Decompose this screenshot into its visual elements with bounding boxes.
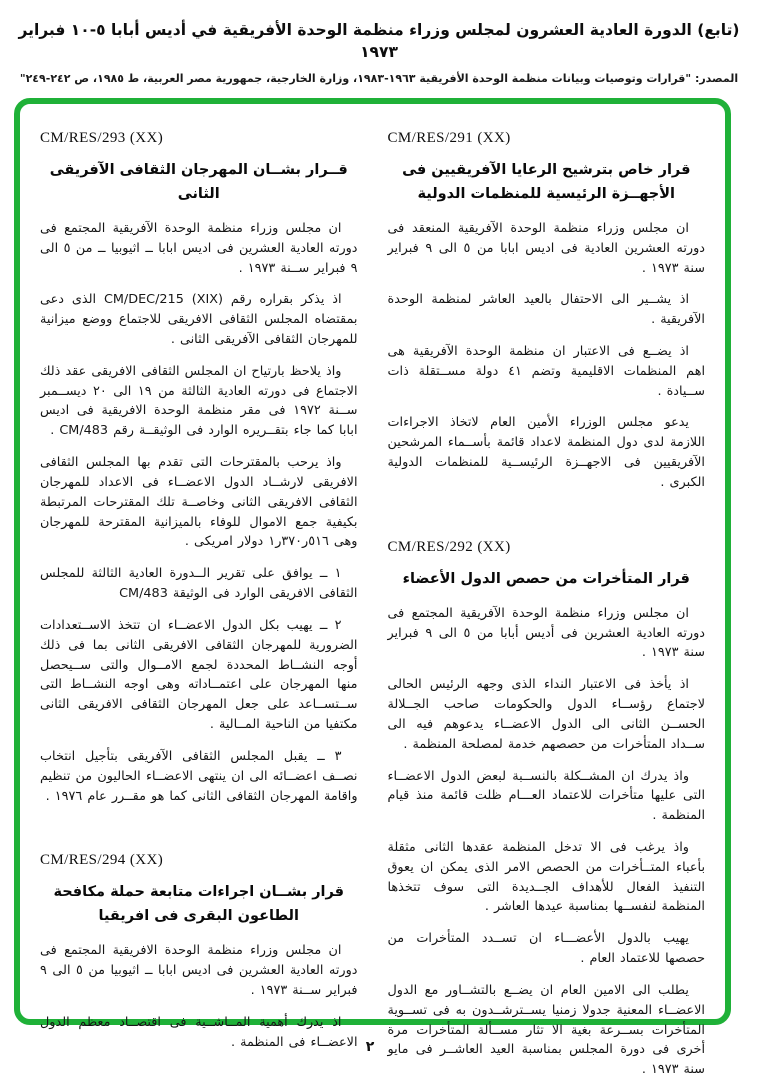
resolution-paragraph: واذ يلاحظ بارتياح ان المجلس الثقافى الافريقى عقد ذلك الاجتماع فى دورته العادية الثالثة من ١٩ الى ٢٠ ديســمبر ســنة ١٩٧٢ فى مقر منظمة الوحدة الافريقية فى اديس ابابا كما جاء بتقــريره الوارد فى الوثيقــة رقم CM/483 . [40, 363, 358, 439]
content-frame [14, 98, 731, 1078]
resolution-numbered-item: ١ ــ يوافق على تقرير الــدورة العادية الثالثة للمجلس الثقافى الافريقى الوارد فى الوثيقة CM/483 [40, 566, 358, 602]
resolution-paragraph: واذ يرحب بالمقترحات التى تقدم بها المجلس الثقافى الافريقى لارشــاد الدول الاعضــاء فى الاعداد للمهرجان الثقافى الافريقى الثانى وخاصــة تلك المقترحات المرتبطة بكيفية جمع الاموال للوفاء بالميزانية المقترحة للمهرجان وهى ٥١٦ر٣٧٠ر١ دولار امريكى . [40, 455, 358, 550]
resolution-title: قرار المتأخرات من حصص الدول الأعضاء [402, 570, 690, 587]
page-footer [0, 1036, 740, 1055]
session-title: (تابع) الدورة العادية العشرون لمجلس وزراء منظمة الوحدة الأفريقية في أديس أبابا ٥-١٠ فبراير ١٩٧٣ [18, 21, 740, 61]
resolution-title: قرار بشــان اجراءات متابعة حملة مكافحة الطاعون البقرى فى افريقيا [53, 884, 345, 925]
resolution-paragraph: يدعو مجلس الوزراء الأمين العام لاتخاذ الاجراءات اللازمة لدى دول المنظمة لاعداد قائمة بأســماء المرشحين الآفريقيين فى الاجهــزة الرئيســية للمنظمات الدولية الكبرى . [387, 415, 705, 490]
resolution-paragraph: واذ يرغب فى الا تدخل المنظمة عقدها الثانى مثقلة بأعباء المتــأخرات من الحصص الامر الذى يمكن ان يعوق التنفيذ الفعال للأهداف الجــديدة التى سوف تتخذها المنظمة لنفســها بمناسبة عيدها العاشر . [387, 839, 705, 915]
column-left [40, 130, 358, 1050]
resolution-paragraph: يطلب الى الامين العام ان يضــع بالتشــاور مع الدول الاعضــاء المعنية جدولا زمنيا يســترشــدون به فى تســوية المتأخرات بســرعة بغية الا تثار مســألة المتأخرات مرة أخرى فى دورة المجلس بمناسبة العيد العاشــر فى مايو سنة ١٩٧٣ . [387, 982, 705, 1078]
resolution-title: قرار خاص بترشيح الرعايا الآفريقيين فى الأجهــزة الرئيسية للمنظمات الدولية [402, 162, 691, 202]
resolution-paragraph: واذ يدرك ان المشــكلة بالنســبة لبعض الدول الاعضــاء التى عليها متأخرات للاعتماد العـــام ظلت قائمة منذ قيام المنظمة . [387, 768, 705, 824]
resolution-paragraph: اذ يدرك أهمية المــاشــية فى اقتصــاد معظم الدول الاعضــاء فى المنظمة . [40, 1014, 358, 1050]
resolution-numbered-item: ٢ ــ يهيب بكل الدول الاعضــاء ان تتخذ الاســتعدادات الضرورية للمهرجان الثقافى الافريقى الثانى بما فى ذلك أوجه النشــاط المحددة لجمع الامــوال والتى ســيحصل منها المهرجان على اعتمــاداته وهى اوجه النشــاط التى ســتســاعد على جعل المهرجان الثقافى الافريقى الثانى مكتفيا من الناحية المــالية . [40, 617, 358, 733]
resolution-code: CM/RES/292 (XX) [387, 538, 511, 555]
resolution-paragraph: ان مجلس وزراء منظمة الوحدة الآفريقية المجتمع فى دورته العادية العشرين فى اديس ابابا ــ اثيوبيا ــ من ٥ الى ٩ فبراير ســنة ١٩٧٣ . [40, 220, 358, 276]
column-right [387, 130, 706, 1078]
resolution-title: قــرار بشــان المهرجان الثقافى الآفريقى الثانى [49, 162, 348, 202]
resolution-paragraph: اذ يشــير الى الاحتفال بالعيد العاشر لمنظمة الوحدة الآفريقية . [387, 292, 705, 328]
resolution-paragraph: يهيب بالدول الأعضـــاء ان تســدد المتأخرات من حصصها للاعتماد العام . [387, 931, 705, 967]
resolution-body [40, 219, 358, 807]
page-number: ٢ [365, 1039, 375, 1055]
resolution-paragraph: ان مجلس وزراء منظمة الوحدة الآفريقية المجتمع فى دورته العادية العشرين فى أديس أبابا من ٥ الى ٩ فبراير سنة ١٩٧٣ . [387, 605, 705, 661]
resolution-numbered-item: ٣ ــ يقبل المجلس الثقافى الآفريقى بتأجيل انتخاب نصــف اعضــائه الى ان ينتهى الاعضــاء الحاليون من تنظيم واقامة المهرجان الثقافى الثانى كما هو مقــرر عام ١٩٧٦ . [40, 748, 358, 804]
page-header [0, 20, 758, 85]
resolution-293 [40, 130, 358, 806]
resolution-292 [388, 539, 706, 1080]
resolution-code: CM/RES/291 (XX) [387, 130, 511, 146]
resolution-body [388, 604, 706, 1080]
resolution-paragraph: اذ يأخذ فى الاعتبار النداء الذى وجهه الرئيس الحالى لاجتماع رؤســاء الدول والحكومات صاحب الجــلالة الحســن الثانى الى الدول الاعضــاء يدعوهم فيه الى ســداد المتأخرات من حصصهم خدمة لمصلحة المنظمة . [387, 677, 705, 752]
resolution-paragraph: ان مجلس وزراء منظمة الوحدة الافريقية المجتمع فى دورته العادية العشرين فى اديس ابابا ــ اثيوبيا من ٥ الى ٩ فبراير ســنة ١٩٧٣ . [40, 943, 358, 998]
resolution-body [388, 219, 706, 493]
resolution-294 [40, 852, 358, 1052]
resolution-code: CM/RES/293 (XX) [40, 130, 164, 146]
source-line: المصدر: "قرارات وتوصيات وبيانات منظمة الوحدة الأفريقية ١٩٦٣-١٩٨٣، وزارة الخارجية، جمهورية مصر العربية، ط ١٩٨٥، ص ٢٤٢-٢٤٩" [19, 72, 739, 86]
resolution-code: CM/RES/294 (XX) [40, 852, 164, 869]
resolution-paragraph: اذ يضــع فى الاعتبار ان منظمة الوحدة الآفريقية هى اهم المنظمات الاقليمية وتضم ٤١ دولة مســتقلة ذات ســيادة . [387, 343, 705, 399]
resolution-paragraph: اذ يذكر بقراره رقم CM/DEC/215 (XIX) الذى دعى بمقتضاه المجلس الثقافى الافريقى للاجتماع ووضع ميزانية للمهرجان الثقافى الآفريقى الثانى . [40, 292, 358, 347]
two-column-layout [40, 130, 705, 1078]
resolution-291 [388, 130, 706, 493]
resolution-paragraph: ان مجلس وزراء منظمة الوحدة الآفريقية المنعقد فى دورته العشرين العادية فى اديس ابابا من ٥ الى ٩ فبراير سنة ١٩٧٣ . [387, 220, 705, 276]
